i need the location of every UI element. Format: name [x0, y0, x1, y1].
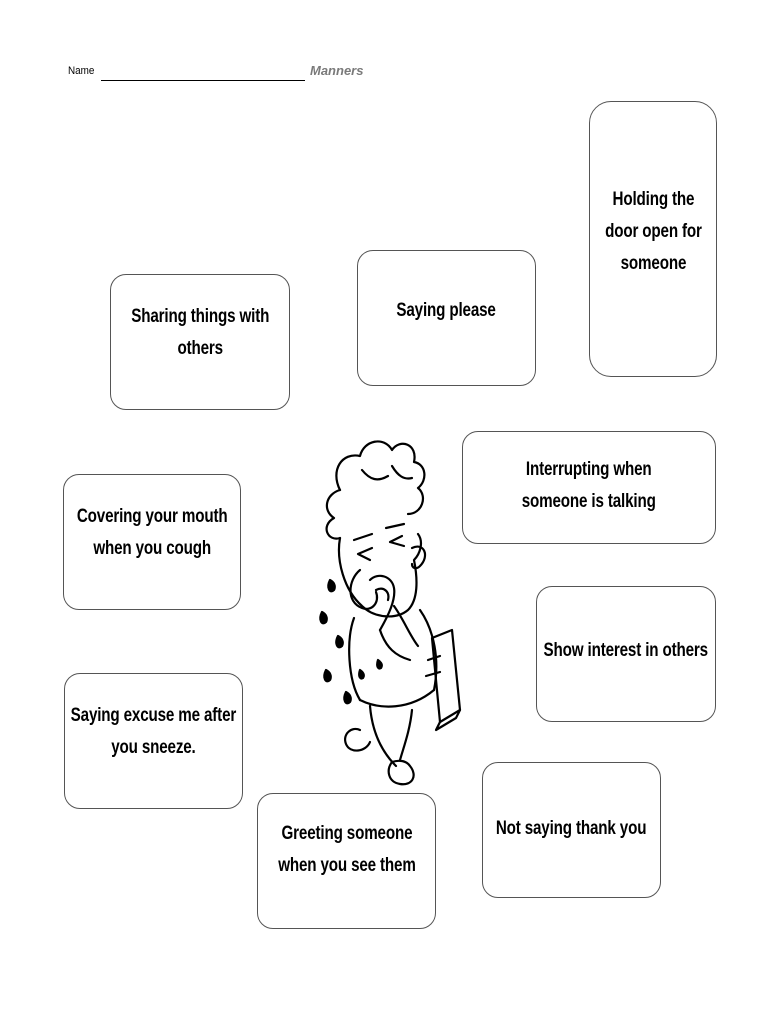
- sneezing-boy-icon: [300, 430, 470, 790]
- card-excuse-me[interactable]: [64, 673, 243, 809]
- card-text: Sharing things with others: [130, 306, 269, 359]
- name-label: Name: [68, 65, 95, 77]
- card-saying-please[interactable]: [357, 250, 536, 386]
- card-holding-door[interactable]: [589, 101, 717, 377]
- name-input-line[interactable]: [101, 80, 305, 81]
- card-text: Show interest in others: [543, 640, 709, 661]
- card-text: Not saying thank you: [496, 818, 647, 839]
- card-covering-mouth[interactable]: [63, 474, 241, 610]
- card-greeting-someone[interactable]: [257, 793, 436, 929]
- card-show-interest[interactable]: [536, 586, 716, 722]
- card-text: Greeting someone when you see them: [277, 823, 416, 876]
- worksheet-title: Manners: [310, 63, 364, 78]
- card-text: Covering your mouth when you cough: [76, 506, 228, 559]
- card-text: Holding the door open for someone: [604, 189, 702, 274]
- card-text: Saying please: [396, 300, 497, 321]
- card-sharing-things[interactable]: [110, 274, 290, 410]
- card-text: Saying excuse me after you sneeze.: [70, 705, 237, 758]
- card-interrupting[interactable]: [462, 431, 716, 544]
- card-not-saying-thanks[interactable]: [482, 762, 661, 898]
- card-text: Interrupting when someone is talking: [522, 459, 656, 512]
